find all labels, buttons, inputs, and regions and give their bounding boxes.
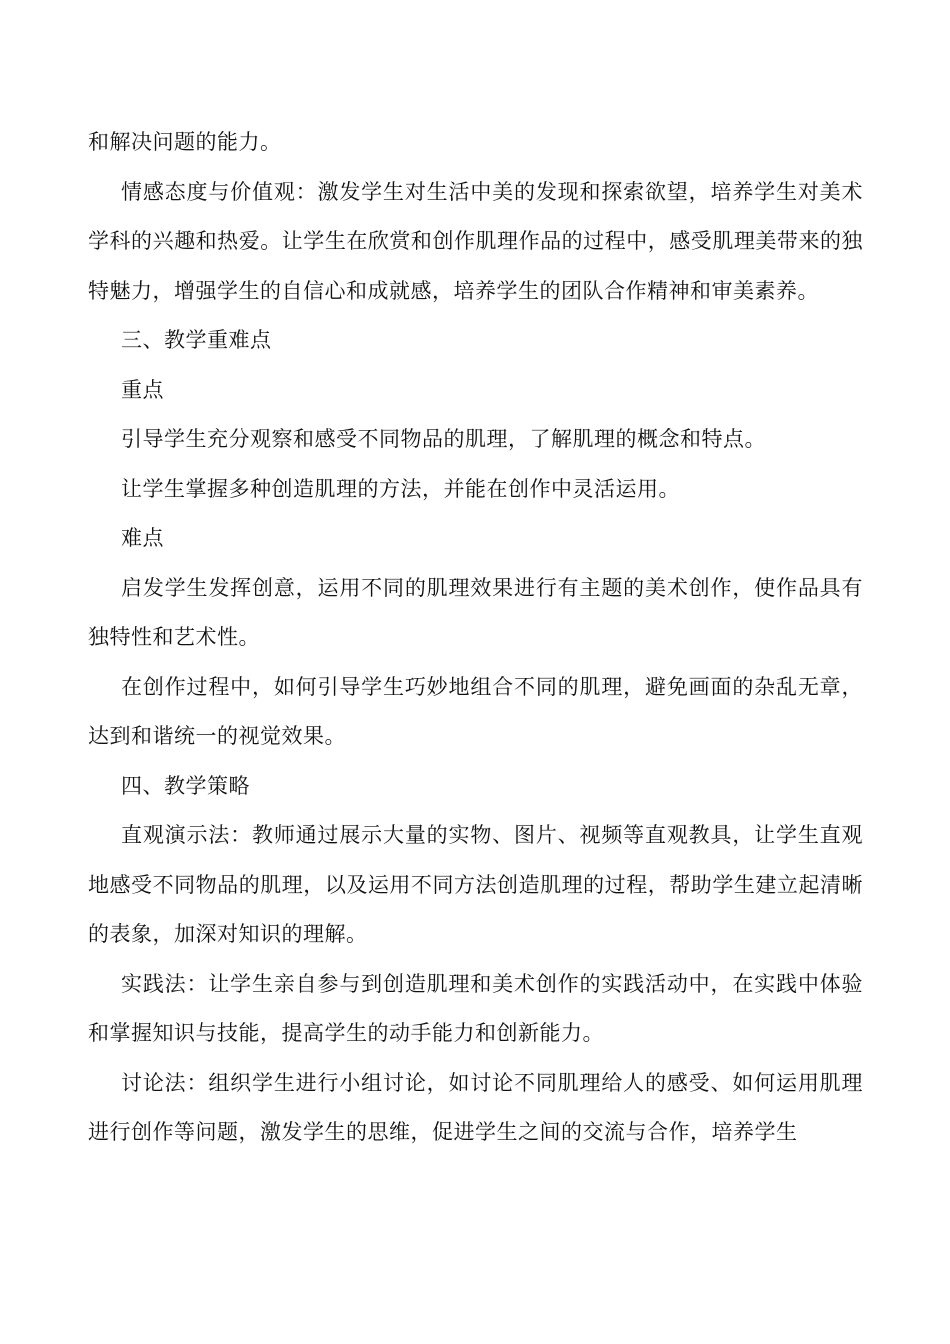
paragraph-discussion-method: 讨论法：组织学生进行小组讨论，如讨论不同肌理给人的感受、如何运用肌理进行创作等问题，激发学生的思维，促进学生之间的交流与合作，培养学生 <box>88 1070 863 1144</box>
document-body <box>88 118 863 1158</box>
section-heading-key-difficulties: 三、教学重难点 <box>121 328 272 352</box>
paragraph-demonstration-method: 直观演示法：教师通过展示大量的实物、图片、视频等直观教具，让学生直观地感受不同物品的肌理，以及运用不同方法创造肌理的过程，帮助学生建立起清晰的表象，加深对知识的理解。 <box>88 823 863 946</box>
paragraph-continuation: 和解决问题的能力。 <box>88 130 282 154</box>
paragraph-practice-method: 实践法：让学生亲自参与到创造肌理和美术创作的实践活动中，在实践中体验和掌握知识与技能，提高学生的动手能力和创新能力。 <box>88 971 863 1045</box>
paragraph-key-point-1: 引导学生充分观察和感受不同物品的肌理，了解肌理的概念和特点。 <box>121 427 766 451</box>
paragraph-difficulty-2: 在创作过程中，如何引导学生巧妙地组合不同的肌理，避免画面的杂乱无章，达到和谐统一的视觉效果。 <box>88 674 863 748</box>
paragraph-key-point-2: 让学生掌握多种创造肌理的方法，并能在创作中灵活运用。 <box>121 476 680 501</box>
paragraph-emotional-attitude: 情感态度与价值观：激发学生对生活中美的发现和探索欲望，培养学生对美术学科的兴趣和热爱。让学生在欣赏和创作肌理作品的过程中，感受肌理美带来的独特魅力，增强学生的自信心和成就感，培养学生的团队合作精神和审美素养。 <box>88 179 863 303</box>
paragraph-difficulty-1: 启发学生发挥创意，运用不同的肌理效果进行有主题的美术创作，使作品具有独特性和艺术性。 <box>88 575 863 649</box>
subheading-difficulties: 难点 <box>121 526 164 550</box>
section-heading-teaching-strategy: 四、教学策略 <box>121 773 250 798</box>
subheading-key-points: 重点 <box>121 377 164 402</box>
